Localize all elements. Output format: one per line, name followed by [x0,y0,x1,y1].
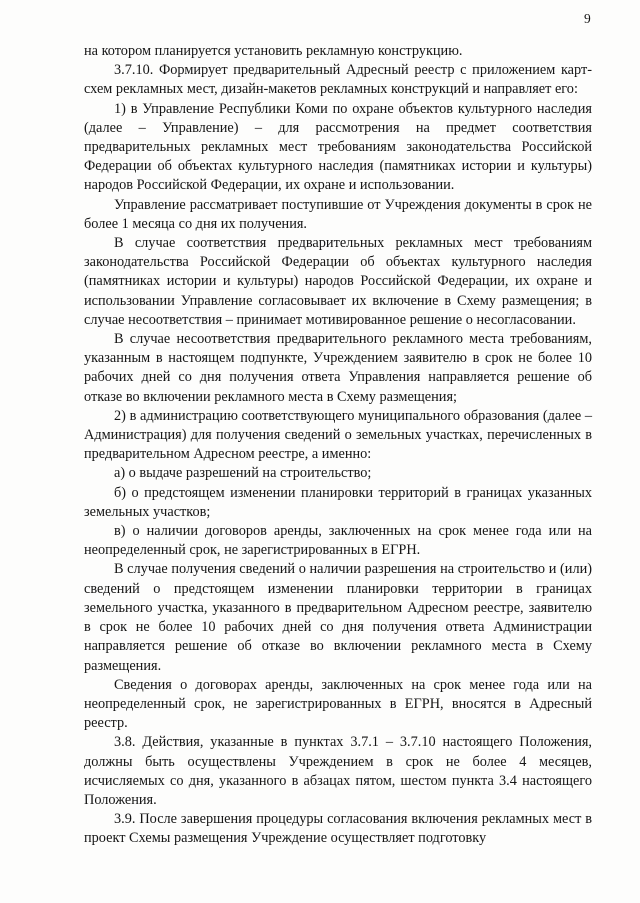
paragraph-lease-info: Сведения о договорах аренды, заключенных на срок менее года или на неопределенный срок, не зарегистрированных в ЕГРН, вносятся в Адресный реестр. [84,676,592,732]
paragraph-item-a: а) о выдаче разрешений на строительство; [114,465,372,482]
document-body [84,42,592,849]
paragraph-3-9: 3.9. После завершения процедуры согласования включения рекламных мест в проект Схемы размещения Учреждение осуществляет подготовку [84,811,592,847]
paragraph-construction-permit-case: В случае получения сведений о наличии разрешения на строительство и (или) сведений о предстоящем изменении планировки территории в границах земельного участка, указанного в предварительном Адресном реестре, заявителю в срок не более 10 рабочих дней со дня получения ответа Администрации направляется решение об отказе во включении рекламного места в Схему размещения. [84,561,592,674]
paragraph-3-7-10: 3.7.10. Формирует предварительный Адресный реестр с приложением карт-схем рекламных мест, дизайн-макетов рекламных конструкций и направляет его: [84,62,592,98]
paragraph-continuation: на котором планируется установить рекламную конструкцию. [84,43,463,59]
page-number: 9 [584,11,591,26]
paragraph-item-1-directorate: 1) в Управление Республики Коми по охране объектов культурного наследия (далее – Управление) – для рассмотрения на предмет соответствия предварительных рекламных мест требованиям законодательства Российской Федерации об объектах культурного наследия (памятниках истории и культуры) народов Российской Федерации, их охране и использовании. [84,100,592,194]
paragraph-3-8: 3.8. Действия, указанные в пунктах 3.7.1 – 3.7.10 настоящего Положения, должны быть осуществлены Учреждением в срок не более 4 месяцев, исчисляемых со дня, указанного в абзацах пятом, шестом пункта 3.4 настоящего Положения. [84,734,592,808]
paragraph-item-b: б) о предстоящем изменении планировки территорий в границах указанных земельных участков; [84,484,592,520]
paragraph-item-c: в) о наличии договоров аренды, заключенных на срок менее года или на неопределенный срок, не зарегистрированных в ЕГРН. [84,523,592,559]
paragraph-compliance-case: В случае соответствия предварительных рекламных мест требованиям законодательства Российской Федерации об объектах культурного наследия (памятниках истории и культуры) народов Российской Федерации, их охране и использовании Управление согласовывает их включение в Схему размещения; в случае несоответствия – принимает мотивированное решение о несогласовании. [84,235,592,328]
paragraph-review-term: Управление рассматривает поступившие от Учреждения документы в срок не более 1 месяца со дня их получения. [84,196,592,232]
paragraph-item-2-administration: 2) в администрацию соответствующего муниципального образования (далее – Администрация) для получения сведений о земельных участках, перечисленных в предварительном Адресном реестре, а именно: [84,407,592,463]
paragraph-noncompliance-case: В случае несоответствия предварительного рекламного места требованиям, указанным в настоящем подпункте, Учреждением заявителю в срок не более 10 рабочих дней со дня получения ответа Управления направляется решение об отказе во включении рекламного места в Схему размещения; [84,331,592,405]
